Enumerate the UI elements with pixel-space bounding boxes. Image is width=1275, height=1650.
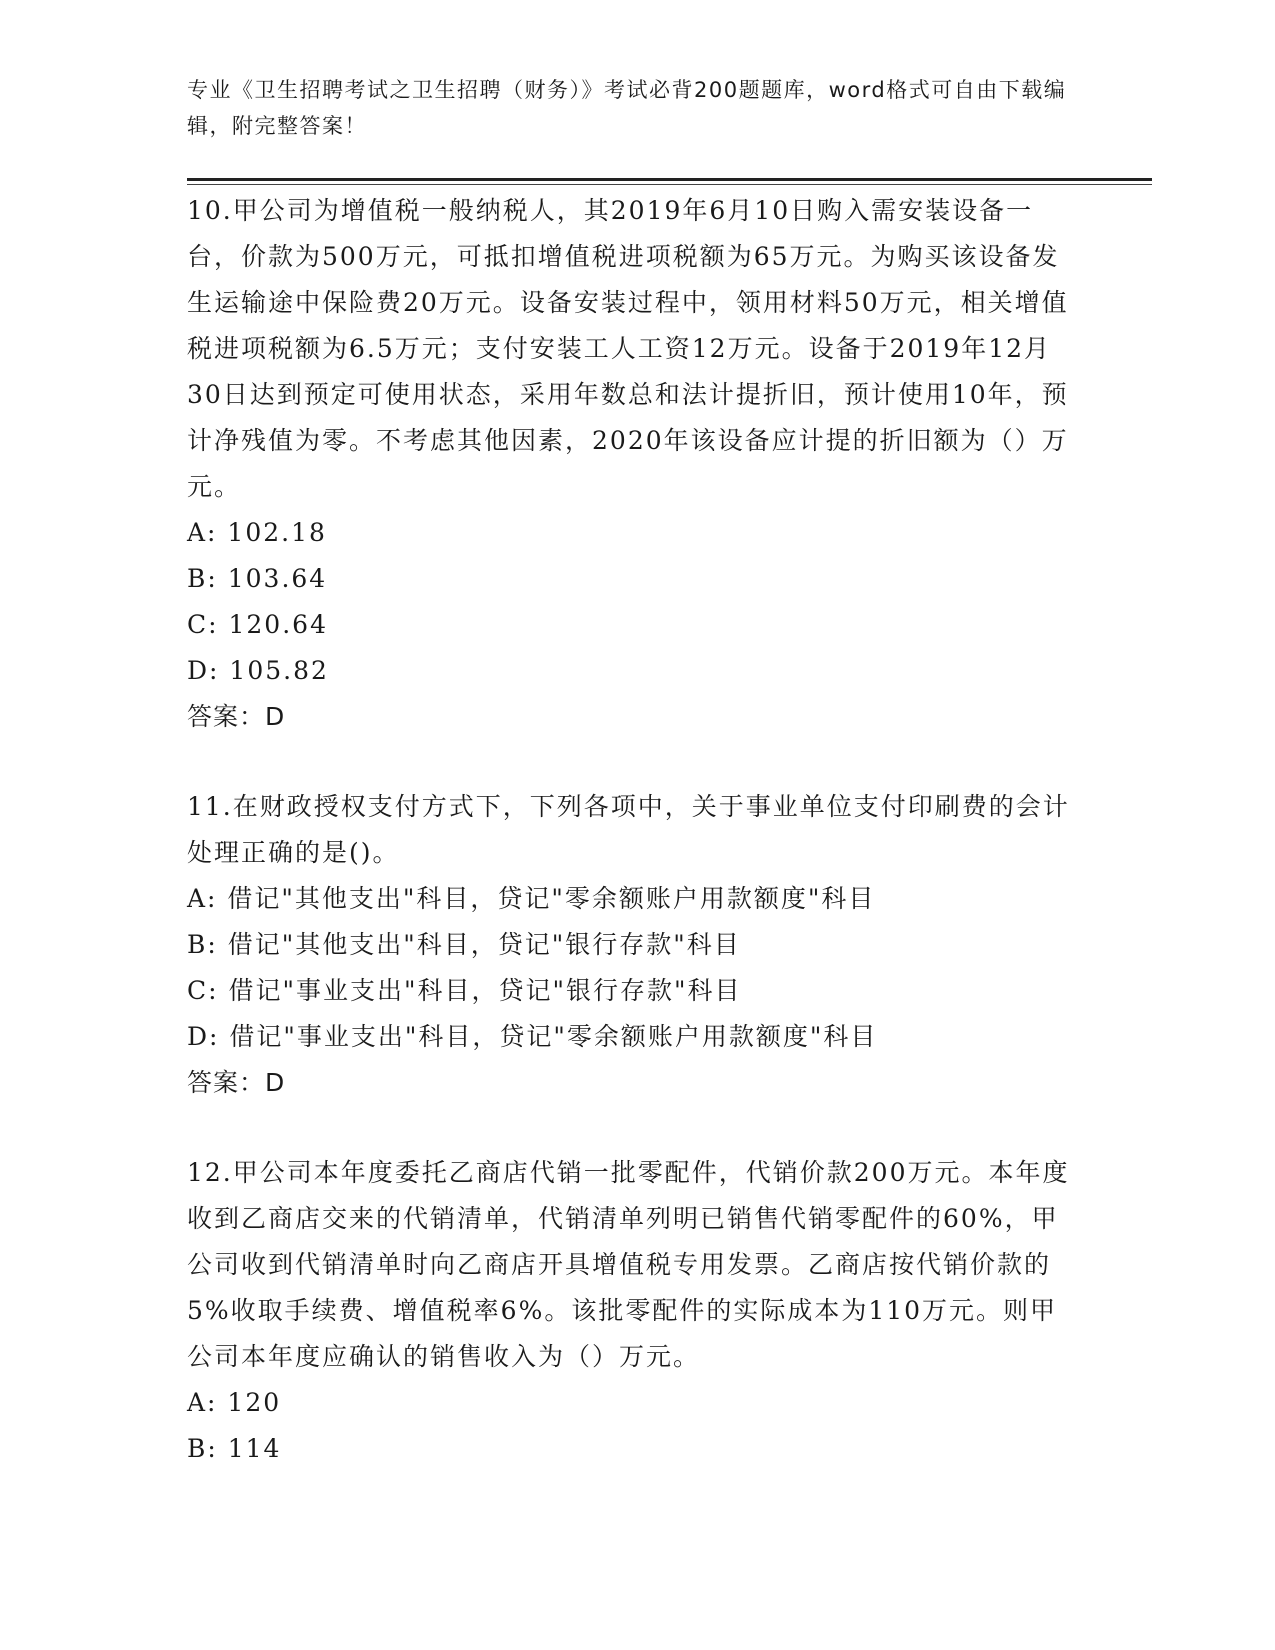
option-b: B: 114 <box>187 1434 282 1463</box>
question-10 <box>187 188 1077 740</box>
question-12 <box>187 1150 1077 1472</box>
option-d: D: 借记"事业支出"科目，贷记"零余额账户用款额度"科目 <box>187 1022 878 1051</box>
question-11 <box>187 784 1077 1106</box>
option-b: B: 借记"其他支出"科目，贷记"银行存款"科目 <box>187 930 741 959</box>
question-stem: 12.甲公司本年度委托乙商店代销一批零配件，代销价款200万元。本年度收到乙商店交来的代销清单，代销清单列明已销售代销零配件的60%，甲公司收到代销清单时向乙商店开具增值税专用发票。乙商店按代销价款的5%收取手续费、增值税率6%。该批零配件的实际成本为110万元。则甲公司本年度应确认的销售收入为（）万元。 <box>187 1158 1070 1371</box>
question-stem: 11.在财政授权支付方式下，下列各项中，关于事业单位支付印刷费的会计处理正确的是()。 <box>187 792 1070 867</box>
question-stem: 10.甲公司为增值税一般纳税人，其2019年6月10日购入需安装设备一台，价款为500万元，可抵扣增值税进项税额为65万元。为购买该设备发生运输途中保险费20万元。设备安装过程中，领用材料50万元，相关增值税进项税额为6.5万元；支付安装工人工资12万元。设备于2019年12月30日达到预定可使用状态，采用年数总和法计提折旧，预计使用10年，预计净残值为零。不考虑其他因素，2020年该设备应计提的折旧额为（）万元。 <box>187 196 1069 501</box>
option-d: D: 105.82 <box>187 656 329 685</box>
answer-line: 答案：D <box>187 1068 286 1097</box>
header-divider-thin <box>187 184 1152 185</box>
option-b: B: 103.64 <box>187 564 328 593</box>
question-list <box>187 188 1077 1516</box>
option-a: A: 借记"其他支出"科目，贷记"零余额账户用款额度"科目 <box>187 884 876 913</box>
option-a: A: 120 <box>187 1388 282 1417</box>
option-c: C: 借记"事业支出"科目，贷记"银行存款"科目 <box>187 976 742 1005</box>
document-header: 专业《卫生招聘考试之卫生招聘（财务）》考试必背200题题库，word格式可自由下载编辑，附完整答案！ <box>187 78 1067 138</box>
header-divider-thick <box>187 178 1152 181</box>
option-a: A: 102.18 <box>187 518 327 547</box>
option-c: C: 120.64 <box>187 610 328 639</box>
answer-line: 答案：D <box>187 702 286 731</box>
